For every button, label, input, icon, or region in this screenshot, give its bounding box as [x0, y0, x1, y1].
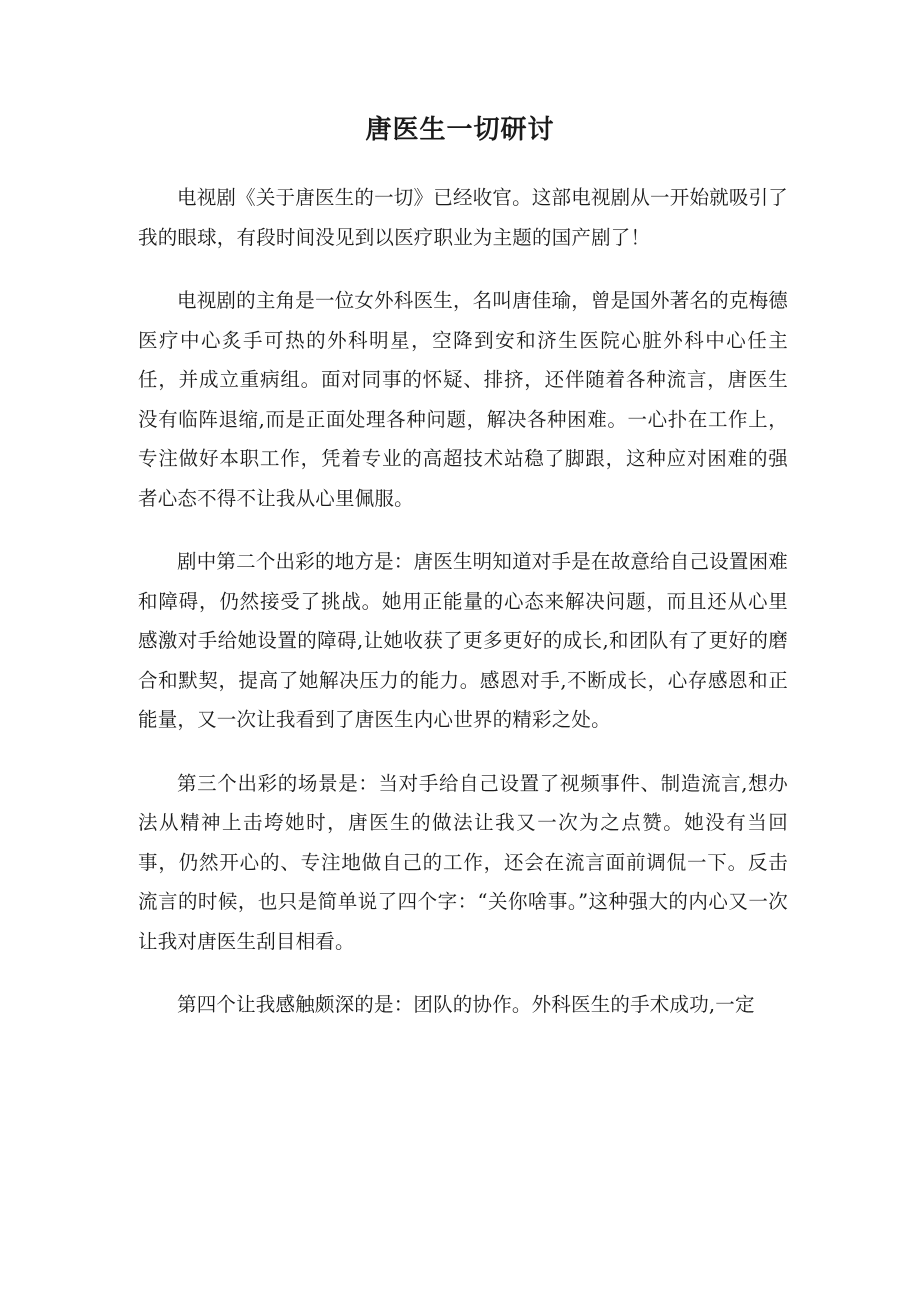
paragraph-2: 电视剧的主角是一位女外科医生，名叫唐佳瑜，曾是国外著名的克梅德医疗中心炙手可热的外科明星，空降到安和济生医院心脏外科中心任主任，并成立重病组。面对同事的怀疑、排挤，还伴随着各种流言，唐医生没有临阵退缩,而是正面处理各种问题，解决各种困难。一心扑在工作上，专注做好本职工作，凭着专业的高超技术站稳了脚跟，这种应对困难的强者心态不得不让我从心里佩服。	[138, 289, 788, 510]
paragraph-1: 电视剧《关于唐医生的一切》已经收官。这部电视剧从一开始就吸引了我的眼球，有段时间没见到以医疗职业为主题的国产剧了！	[138, 186, 788, 249]
paragraph-5: 第四个让我感触颇深的是：团队的协作。外科医生的手术成功,一定	[177, 993, 755, 1016]
document-title: 唐医生一切研讨	[365, 115, 555, 145]
paragraph-3: 剧中第二个出彩的地方是：唐医生明知道对手是在故意给自己设置困难和障碍，仍然接受了挑战。她用正能量的心态来解决问题，而且还从心里感激对手给她设置的障碍,让她收获了更多更好的成长,和团队有了更好的磨合和默契，提高了她解决压力的能力。感恩对手,不断成长，心存感恩和正能量，又一次让我看到了唐医生内心世界的精彩之处。	[138, 550, 788, 731]
paragraph-4: 第三个出彩的场景是：当对手给自己设置了视频事件、制造流言,想办法从精神上击垮她时，唐医生的做法让我又一次为之点赞。她没有当回事，仍然开心的、专注地做自己的工作，还会在流言面前调侃一下。反击流言的时候，也只是简单说了四个字：“关你啥事。”这种强大的内心又一次让我对唐医生刮目相看。	[138, 771, 788, 953]
document-body	[138, 178, 788, 1049]
